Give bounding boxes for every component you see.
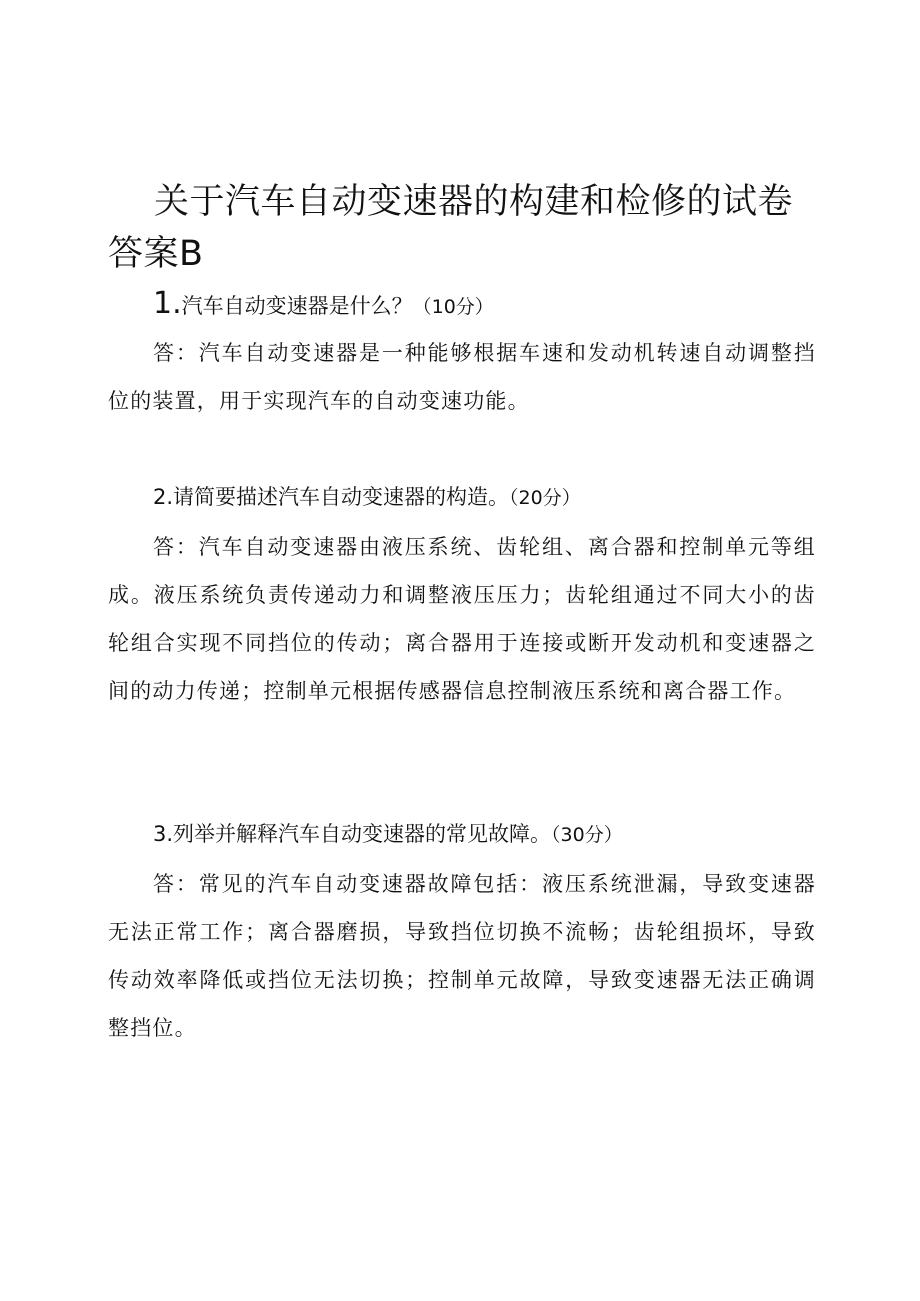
- document-title: 关于汽车自动变速器的构建和检修的试卷答案B: [108, 182, 794, 274]
- question-1: [108, 287, 820, 324]
- question-3: [108, 817, 820, 852]
- question-2: [108, 480, 820, 515]
- question-number: 2.: [153, 485, 174, 509]
- question-score: （30分）: [551, 824, 623, 846]
- answer-3: 答：常见的汽车自动变速器故障包括：液压系统泄漏，导致变速器无法正常工作；离合器磨损，导致挡位切换不流畅；齿轮组损坏，导致传动效率降低或挡位无法切换；控制单元故障，导致变速器无法正确调整挡位。: [108, 872, 816, 1040]
- question-text: 请简要描述汽车自动变速器的构造。: [173, 485, 510, 509]
- question-number: 1.: [153, 286, 182, 321]
- answer-2: 答：汽车自动变速器由液压系统、齿轮组、离合器和控制单元等组成。液压系统负责传递动力和调整液压压力；齿轮组通过不同大小的齿轮组合实现不同挡位的传动；离合器用于连接或断开发动机和变速器之间的动力传递；控制单元根据传感器信息控制液压系统和离合器工作。: [108, 535, 816, 703]
- question-text: 列举并解释汽车自动变速器的常见故障。: [173, 822, 552, 846]
- answer-1: 答：汽车自动变速器是一种能够根据车速和发动机转速自动调整挡位的装置，用于实现汽车的自动变速功能。: [108, 341, 816, 413]
- question-number: 3.: [153, 822, 174, 846]
- question-score: （10分）: [412, 296, 494, 318]
- question-text: 汽车自动变速器是什么？: [181, 294, 413, 318]
- question-score: （20分）: [509, 487, 581, 509]
